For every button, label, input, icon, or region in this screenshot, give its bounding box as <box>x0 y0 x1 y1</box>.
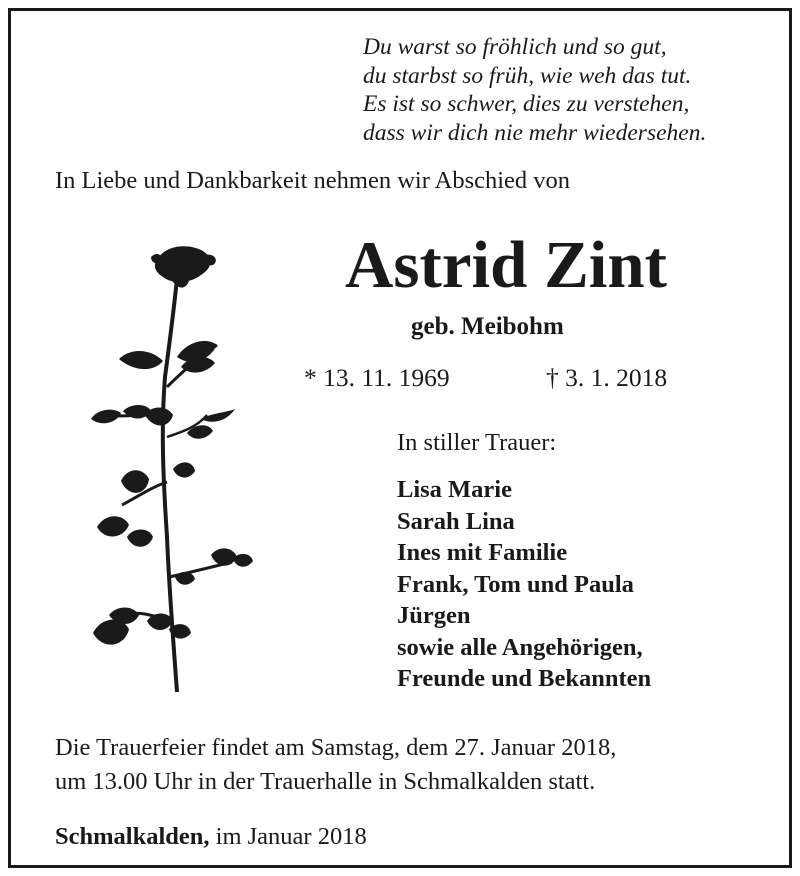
poem-line: Du warst so fröhlich und so gut, <box>363 34 667 60</box>
place-name: Schmalkalden, <box>55 823 210 850</box>
mourner-name: Frank, Tom und Paula <box>397 570 634 598</box>
mourner-name: sowie alle Angehörigen, <box>397 633 643 661</box>
birth-date: * 13. 11. 1969 <box>304 363 450 392</box>
maiden-name: geb. Meibohm <box>411 313 564 340</box>
mourner-name: Jürgen <box>397 602 471 629</box>
poem-line: dass wir dich nie mehr wiedersehen. <box>363 119 707 146</box>
service-line: Die Trauerfeier findet am Samstag, dem 27. Januar 2018, <box>55 734 617 761</box>
mourner-name: Freunde und Bekannten <box>397 665 652 692</box>
rose-icon <box>77 237 267 702</box>
mourner-name: Sarah Lina <box>397 507 515 535</box>
place-and-date <box>55 823 367 851</box>
mourner-name: Ines mit Familie <box>397 539 568 566</box>
memorial-poem <box>363 33 783 147</box>
closing-date: im Januar 2018 <box>209 823 367 850</box>
poem-line: Es ist so schwer, dies zu verstehen, <box>363 91 690 117</box>
poem-line: du starbst so früh, wie weh das tut. <box>363 62 692 89</box>
funeral-service-info <box>55 731 616 799</box>
service-line: um 13.00 Uhr in der Trauerhalle in Schmalkalden statt. <box>55 768 596 795</box>
mourners-list <box>397 474 651 695</box>
mourners-label: In stiller Trauer: <box>397 429 557 456</box>
farewell-intro: In Liebe und Dankbarkeit nehmen wir Abschied von <box>55 167 571 194</box>
mourner-name: Lisa Marie <box>397 476 512 503</box>
deceased-name: Astrid Zint <box>344 228 667 302</box>
obituary-notice <box>8 8 792 868</box>
death-date: † 3. 1. 2018 <box>546 363 668 392</box>
